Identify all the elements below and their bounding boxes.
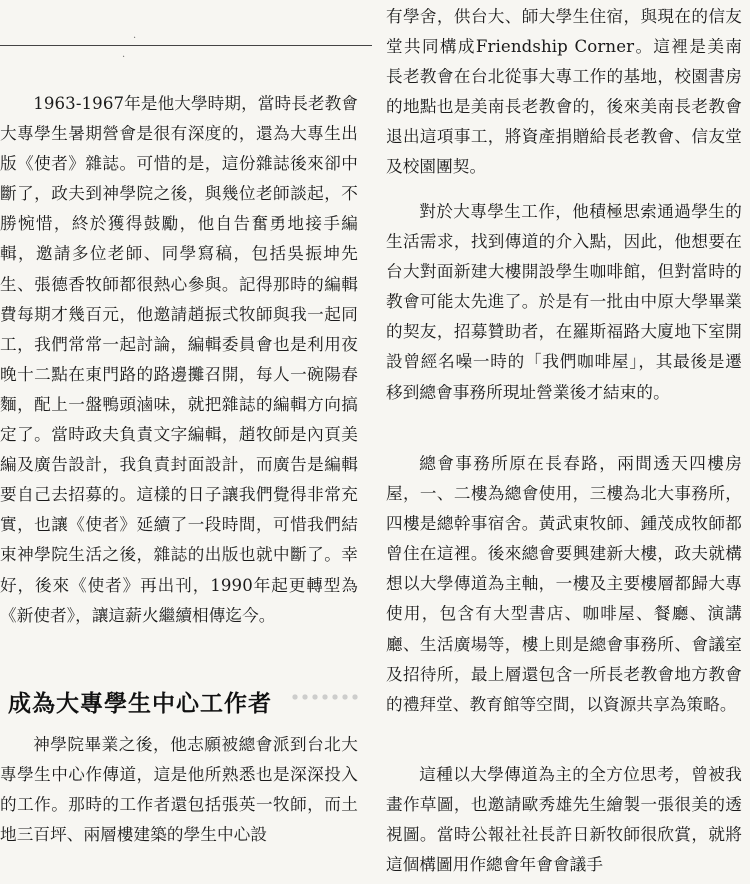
paragraph: 有學舍，供台大、師大學生住宿，與現在的信友堂共同構成Friendship Corner。這裡是美南長老教會在台北從事大專工作的基地，校園書房的地點也是美南長老教會的，後來美南長老教會退出這項事工，將資產捐贈給長老教會、信友堂及校園團契。 [386,7,742,177]
print-speck: · [122,52,126,63]
section-heading: 成為大專學生中心工作者 [8,691,272,717]
top-rule [0,45,372,46]
heading-ornament [290,692,360,706]
paragraph: 神學院畢業之後，他志願被總會派到台北大專學生中心作傳道，這是他所熟悉也是深深投入的工作。那時的工作者還包括張英一牧師，而土地三百坪、兩層樓建築的學生中心設 [0,735,358,845]
paragraph: 總會事務所原在長春路，兩間透天四樓房屋，一、二樓為總會使用，三樓為北大事務所，四樓是總幹事宿舍。黃武東牧師、鍾茂成牧師都曾住在這裡。後來總會要興建新大樓，政夫就構想以大學傳道為主軸，一樓及主要樓層都歸大專使用，包含有大型書店、咖啡屋、餐廳、演講廳、生活廣場等，樓上則是總會事務所、會議室及招待所，最上層還包含一所長老教會地方教會的禮拜堂、教育館等空間，以資源共享為策略。 [386,454,742,714]
paragraph: 這種以大學傳道為主的全方位思考，曾被我畫作草圖，也邀請歐秀雄先生繪製一張很美的透視圖。當時公報社社長許日新牧師很欣賞，就將這個構圖用作總會年會會議手 [386,765,742,875]
print-speck: · [133,33,137,44]
paragraph: 1963-1967年是他大學時期，當時長老教會大專學生暑期營會是很有深度的，還為大專生出版《使者》雜誌。可惜的是，這份雜誌後來卻中斷了，政夫到神學院之後，與幾位老師談起，不勝惋惜，終於獲得鼓勵，他自告奮勇地接手編輯，邀請多位老師、同學寫稿，包括吳振坤先生、張德香牧師都很熱心參與。記得那時的編輯費每期才幾百元，他邀請趙振弍牧師與我一起同工，我們常常一起討論，編輯委員會也是利用夜晚十二點在東門路的路邊攤召開，每人一碗陽春麵，配上一盤鴨頭滷味，就把雜誌的編輯方向搞定了。當時政夫負責文字編輯，趙牧師是內頁美編及廣告設計，我負責封面設計，而廣告是編輯要自己去招募的。這樣的日子讓我們覺得非常充實，也讓《使者》延續了一段時間，可惜我們結束神學院生活之後，雜誌的出版也就中斷了。幸好，後來《使者》再出刊，1990年起更轉型為《新使者》，讓這薪火繼續相傳迄今。 [0,94,358,625]
paragraph: 對於大專學生工作，他積極思索通過學生的生活需求，找到傳道的介入點，因此，他想要在台大對面新建大樓開設學生咖啡館，但對當時的教會可能太先進了。於是有一批由中原大學畢業的契友，招募贊助者，在羅斯福路大廈地下室開設曾經名噪一時的「我們咖啡屋」，其最後是遷移到總會事務所現址營業後才結束的。 [386,202,742,402]
